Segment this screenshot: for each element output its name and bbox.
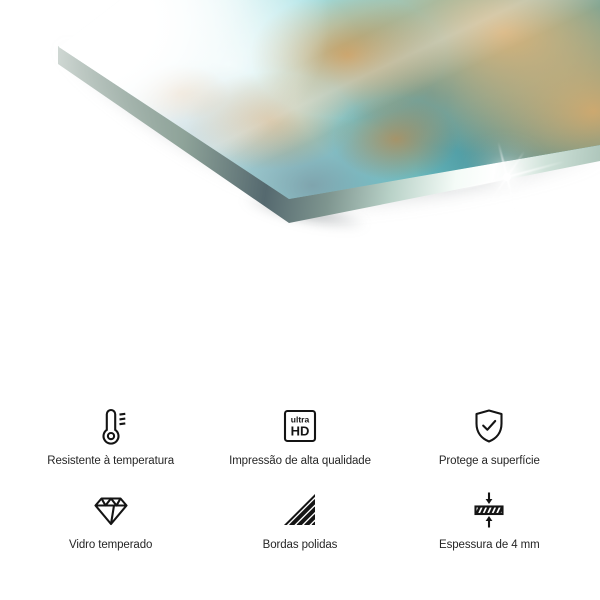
- feature-label: Impressão de alta qualidade: [229, 455, 371, 467]
- thickness-4mm-icon: [469, 488, 509, 532]
- product-photo: [0, 0, 600, 232]
- feature-label: Protege a superfície: [438, 455, 540, 467]
- feature-print-quality: [205, 404, 394, 467]
- ultra-hd-icon: [280, 404, 320, 448]
- sparkle-core: [503, 173, 511, 181]
- feature-polished-edges: [205, 488, 394, 551]
- feature-surface-protection: [395, 404, 584, 467]
- feature-tempered-glass: [16, 488, 205, 551]
- polished-edges-icon: [280, 488, 320, 532]
- feature-temperature: [16, 404, 205, 467]
- feature-label: Bordas polidas: [262, 539, 338, 551]
- shield-check-icon: [469, 404, 509, 448]
- feature-label: Vidro temperado: [69, 539, 153, 551]
- feature-grid: [16, 404, 584, 551]
- feature-label: Espessura de 4 mm: [439, 539, 540, 551]
- diamond-icon: [91, 488, 131, 532]
- ultra-hd-text-bottom: HD: [290, 423, 310, 439]
- feature-label: Resistente à temperatura: [47, 455, 175, 467]
- feature-thickness: [395, 488, 584, 551]
- thermometer-icon: [91, 404, 131, 448]
- ultra-hd-text-top: ultra: [290, 414, 310, 425]
